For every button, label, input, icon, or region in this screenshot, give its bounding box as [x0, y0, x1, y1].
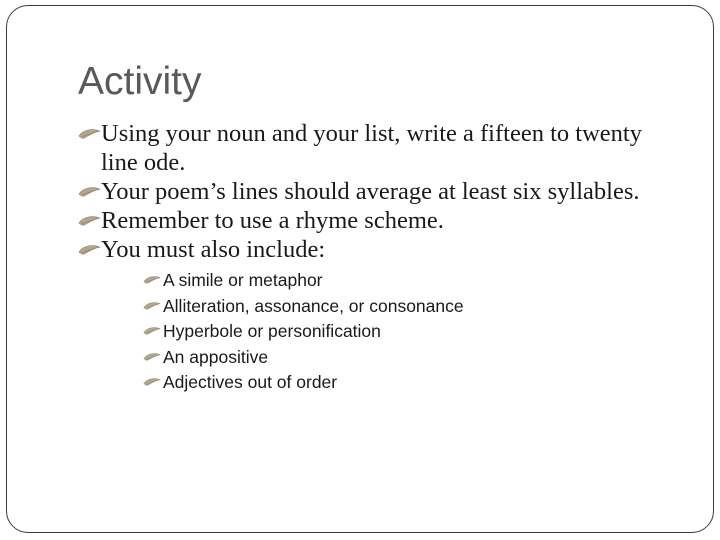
bullet-item	[78, 235, 678, 396]
bullet-text: Remember to use a rhyme scheme.	[101, 207, 444, 234]
feather-leaf-icon	[143, 301, 161, 311]
feather-leaf-icon	[78, 186, 101, 198]
sub-bullet-text: Alliteration, assonance, or consonance	[163, 295, 464, 316]
sub-bullet-text: Adjectives out of order	[163, 372, 338, 392]
feather-leaf-icon	[78, 128, 101, 140]
feather-leaf-icon	[143, 275, 161, 285]
sub-bullet-text: A simile or metaphor	[163, 270, 323, 290]
bullet-text: Using your noun and your list, write a fifteen to twenty line ode.	[101, 120, 642, 176]
feather-leaf-icon	[143, 377, 161, 387]
feather-leaf-icon	[78, 215, 101, 227]
bullet-item	[78, 206, 678, 235]
bullet-item	[78, 177, 678, 206]
sub-bullet-list	[143, 268, 678, 396]
sub-bullet-item	[143, 370, 678, 396]
feather-leaf-icon	[78, 244, 101, 256]
feather-leaf-icon	[143, 326, 161, 336]
bullet-text: Your poem’s lines should average at least six syllables.	[101, 178, 640, 205]
bullet-list	[78, 119, 678, 396]
bullet-text: You must also include:	[101, 236, 326, 263]
sub-bullet-item	[143, 268, 678, 294]
bullet-item	[78, 119, 678, 177]
feather-leaf-icon	[143, 352, 161, 362]
sub-bullet-item	[143, 345, 678, 371]
sub-bullet-item	[143, 319, 678, 345]
sub-bullet-text: Hyperbole or personification	[163, 321, 381, 341]
sub-bullet-item	[143, 294, 678, 320]
sub-bullet-text: An appositive	[163, 346, 269, 367]
slide-title: Activity	[78, 60, 202, 103]
